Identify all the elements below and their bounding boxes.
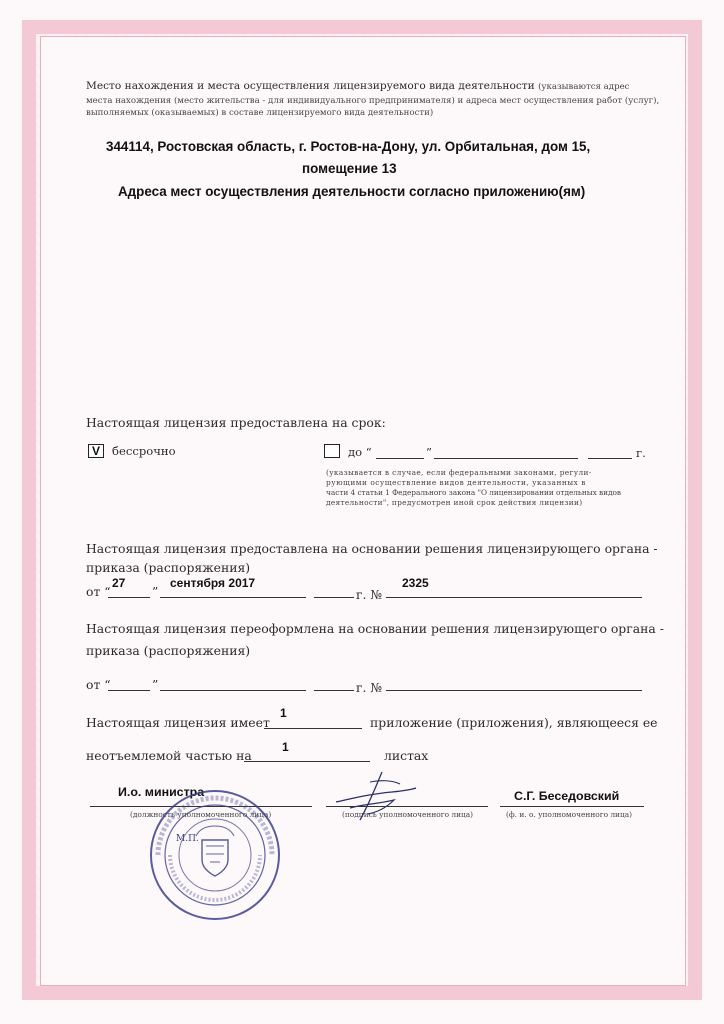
term-note-3: части 4 статьи 1 Федерального закона "О лицензировании отдельных видов — [326, 488, 622, 497]
basis-quote-close: ” — [152, 584, 159, 599]
appendix-line2-prefix: неотъемлемой частью на — [86, 748, 252, 763]
address-line2: помещение 13 — [302, 161, 397, 176]
basis-line1: Настоящая лицензия предоставлена на основании решения лицензирующего органа - — [86, 541, 658, 556]
reissue-day-line — [108, 690, 150, 691]
basis-month-line — [160, 597, 306, 598]
basis-number-line — [386, 597, 642, 598]
basis-day: 27 — [112, 576, 126, 590]
appendix-line1-prefix: Настоящая лицензия имеет — [86, 715, 270, 730]
header-line3: выполняемых (оказываемых) в составе лицензируемого вида деятельности) — [86, 108, 434, 118]
basis-year-line — [314, 597, 354, 598]
stamp-mark: М.П. — [176, 834, 199, 844]
handwritten-signature — [330, 768, 420, 828]
appendix-line2-suffix: листах — [384, 748, 429, 763]
official-seal — [148, 788, 282, 922]
signatory-name: С.Г. Беседовский — [514, 789, 620, 803]
until-checkbox[interactable] — [324, 444, 340, 458]
reissue-quote-close: ” — [152, 677, 159, 692]
until-prefix: до “ — [348, 445, 372, 459]
reissue-line2: приказа (распоряжения) — [86, 643, 251, 658]
signature-caption: (подпись уполномоченного лица) — [342, 810, 474, 819]
reissue-year-line — [314, 690, 354, 691]
until-month-line — [434, 458, 578, 459]
appendix-count-line — [264, 728, 362, 729]
term-note-4: деятельности", предусмотрен иной срок действия лицензии) — [326, 498, 583, 507]
appendix-line1-suffix: приложение (приложения), являющееся ее — [370, 715, 658, 730]
header-note: (указываются адрес — [538, 82, 630, 92]
reissue-from-label: от “ — [86, 677, 111, 692]
basis-month: сентября 2017 — [170, 576, 256, 590]
until-day-line — [376, 458, 424, 459]
term-note-1: (указывается в случае, если федеральными законами, регули- — [326, 468, 592, 477]
header-line2: места нахождения (место жительства - для индивидуального предпринимателя) и адреса мест осуществления работ (услуг), — [86, 96, 660, 106]
name-caption: (ф. и. о. уполномоченного лица) — [506, 810, 633, 819]
appendix-sheets-line — [244, 761, 370, 762]
signatory-position: И.о. министра — [118, 785, 205, 799]
header-title: Место нахождения и места осуществления лицензируемого вида деятельности — [86, 80, 535, 92]
indefinite-checkbox[interactable]: V — [88, 444, 104, 458]
basis-line2: приказа (распоряжения) — [86, 560, 251, 575]
reissue-year-suffix: г. № — [356, 680, 383, 695]
address-line3: Адреса мест осуществления деятельности согласно приложению(ям) — [118, 184, 586, 199]
term-heading: Настоящая лицензия предоставлена на срок: — [86, 415, 386, 430]
appendix-count: 1 — [280, 706, 287, 720]
basis-number: 2325 — [402, 576, 429, 590]
until-suffix: г. — [636, 446, 646, 460]
basis-from-label: от “ — [86, 584, 111, 599]
header-line1 — [86, 80, 630, 92]
term-note-2: рующими осуществление видов деятельности, указанных в — [326, 478, 586, 487]
until-year-line — [588, 458, 632, 459]
reissue-month-line — [160, 690, 306, 691]
until-quote: ” — [426, 445, 432, 459]
basis-day-line — [108, 597, 150, 598]
address-line1: 344114, Ростовская область, г. Ростов-на-Дону, ул. Орбитальная, дом 15, — [106, 139, 591, 154]
name-line — [500, 806, 644, 807]
content-area — [40, 36, 686, 986]
reissue-number-line — [386, 690, 642, 691]
basis-year-suffix: г. № — [356, 587, 383, 602]
reissue-line1: Настоящая лицензия переоформлена на основании решения лицензирующего органа - — [86, 621, 664, 636]
appendix-sheets: 1 — [282, 740, 289, 754]
indefinite-label: бессрочно — [112, 444, 176, 458]
position-caption: (должность уполномоченного лица) — [130, 810, 272, 819]
